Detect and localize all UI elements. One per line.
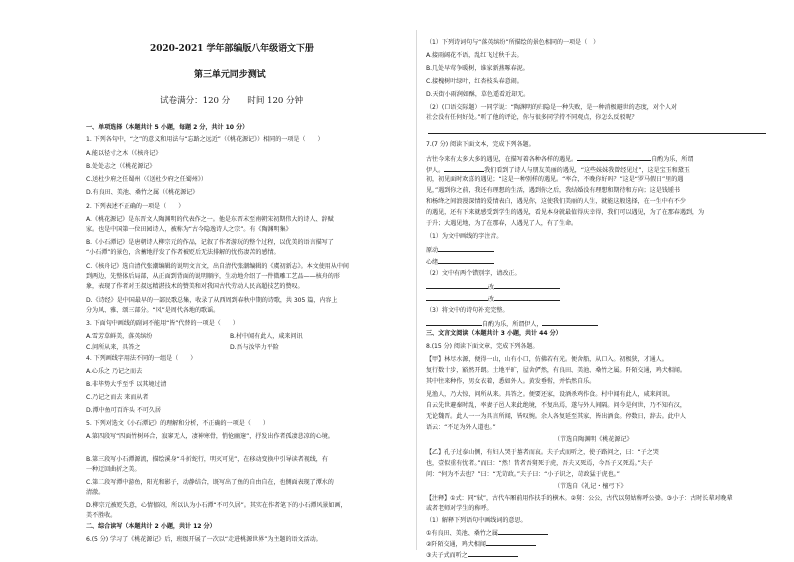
sub-question: （2）文中有两个错别字，请改正。 [426, 270, 521, 277]
question-stem: 2. 下列表述不正确的一项是（ ） [86, 203, 185, 210]
answer-item: 改 [426, 294, 560, 304]
option: B.非毕势大乎至乎 以其境过清 [86, 381, 167, 388]
passage-line: 语云：“不足为外人道也。” [426, 424, 496, 431]
question-stem: （1）下列诗词句与“落英缤纷”所描绘的景色相同的一项是（ ） [426, 39, 600, 46]
option-cont: 一种迂回曲折之美。 [86, 466, 141, 473]
option: D.吾与汝毕力平险 [230, 344, 279, 351]
option: B.村中闻有此人，咸来问讯 [230, 333, 303, 340]
sub-question: （1）为文中画线的字注音。 [426, 233, 503, 240]
option: C.问所从来，具答之 [86, 344, 141, 351]
option: D.潭中鱼可百许头 不可久居 [86, 407, 161, 414]
question-stem: 5. 下列对选文《小石潭记》的理解和分析，不正确的一项是（ ） [86, 420, 269, 427]
option-cont: 清澈。 [86, 489, 105, 496]
question-stem-cont: 社会没有任何好处。”听了他的评论，你与很多同学持不同观点，你怎么反驳呢？ [426, 114, 638, 121]
annotation-note-cont: 或者老师对学生的称呼。 [426, 505, 493, 512]
annotation-note: 【注释】①式：同“轼”，古代车厢前用作扶手的横木。②舅：公公，古代以舅姑称呼公婆。③小子：古时长辈对晚辈 [426, 495, 733, 502]
option: B.《小石潭记》是唐朝诗人柳宗元的作品，记叙了作者游玩的整个过程，以优美的语言描写了 [86, 239, 334, 246]
option-cont: 到两边，先整体后局部，从正面到背面的说明顺序，生动地介绍了一件微雕工艺品——核舟的形 [86, 273, 340, 280]
question-stem: 8.(15 分) 阅读下面文章，完成下列各题。 [426, 343, 539, 350]
passage-source: （节选自《礼记・檀弓下》 [554, 483, 627, 490]
passage-source: （节选自陶渊明《桃花源记》 [554, 436, 633, 443]
section-heading: 二、综合读写（本题共计 2 小题，共计 12 分） [86, 523, 216, 530]
left-column [86, 0, 410, 562]
passage-line: 见渔人，乃大惊，问所从来。具答之。便要还家，设酒杀鸡作食。村中闻有此人，咸来问讯。 [426, 391, 674, 398]
option-cont: “小石潭”的景色，含蓄地抒发了作者被贬后无法排解的忧伤凄苦的感情。 [86, 249, 280, 256]
option: D.有良田、美池、桑竹之属（《桃花源记》 [86, 189, 199, 196]
option: A.《桃花源记》是东晋文人陶渊明的代表作之一。他是东晋末至南朝宋初期伟大的诗人、辞赋 [86, 216, 334, 223]
question-stem: 4. 下列画线字用法不同的一组是（ ） [86, 355, 197, 362]
option: C.《核舟记》选自清代张潮编辑的说明文言文，出自清代张潮编辑的《虞初新志》。本文使用从中间 [86, 263, 349, 270]
passage-line: 伊人。 我们看到了诗人与朋友美丽的遇见，“这些妹妹我曾经见过”，这是宝玉和黛玉 [426, 167, 690, 174]
option: D.《诗经》是中国最早的一部民歌总集，收录了从西周到春秋中期的诗歌，共 305 篇，内容上 [86, 297, 338, 304]
option-cont: 象，表现了作者对王叔远精湛技术的赞美和对我国古代劳动人民高超技艺的赞叹。 [86, 283, 304, 290]
passage-line: 和杨绛之间浪漫深情的爱情表白，遇见你，这使我们美丽的人生，就能这般选择，在一生中有不少 [426, 198, 686, 205]
column-divider [416, 30, 417, 550]
option: A.第四段写“四面竹树环合，寂寥无人，凄神寒骨，悄怆幽邃”，抒发出作者孤凄悲凉的心境。 [86, 433, 334, 440]
option: C.乃记之而去 来而从者 [86, 394, 149, 401]
answer-item: 原动 [426, 245, 494, 255]
passage-line: 其中往来种作，男女衣着，悉如外人。黄发垂髫，并怡然自乐。 [426, 378, 596, 385]
passage-line: 【乙】孔子过泰山侧，有妇人哭于墓者而哀。夫子式而听之，使子路问之，曰：“子之哭 [426, 449, 659, 456]
option: A.心乐之 乃记之而去 [86, 368, 143, 375]
option: C.第二段写潭中游鱼，阳光和影子，动静结合，既写出了鱼的自由自在，也侧面表现了潭水的 [86, 479, 334, 486]
passage-line: 也，壹似重有忧者。”而曰：“然！昔者吾舅死于虎，吾夫又死焉，今吾子又死焉。”夫子 [426, 460, 653, 467]
section-heading: 三、文言文阅读（本题共计 3 小题，共计 44 分） [426, 330, 562, 337]
option: A.接雨阔花不语，乱红飞过秋千去。 [426, 52, 523, 59]
passage-line: 古往今来有太多大多的遇见，在描写着各种各样的遇见。 自酌为乐，所谓 [426, 156, 694, 163]
passage-line: 【甲】林尽水源，便得一山，山有小口，仿佛若有光。便舍船，从口入。初极狭，才通人。 [426, 356, 668, 363]
right-column [426, 0, 772, 562]
option: B.第三段写小石潭源流，描绘溪身“斗折蛇行，明灭可见”，在移动变换中引导读者视线，有 [86, 456, 328, 463]
question-stem: 3. 下面句中画线的副词不能用“皆”代替的一项是（ ） [86, 320, 239, 327]
sub-question: （1）解释下列语句中画线词的意思。 [426, 517, 527, 524]
passage-line: 初，初见面时欢喜的遇见；“这是一种别样的遇见。“率合，不晚你好吗？”这是“罗马假日”里的遇 [426, 176, 684, 183]
passage-line: 自云先世避秦时乱，率妻子邑人来此绝境，不复出焉，遂与外人间隔。问今是何世，乃不知有汉， [426, 402, 686, 409]
option: A.雪芳草鲜美，落英缤纷 [86, 333, 153, 340]
option: C.送杜少府之任蜀州（《送杜少府之任蜀州》） [86, 176, 207, 183]
option-cont: 家。也是中国第一位田园诗人，被称为“古今隐逸诗人之宗”。有《陶渊明集》 [86, 226, 292, 233]
question-stem: 6.(5 分) 学习了《桃花源记》后，班级开展了一次以“走进桃源世界”为主题的语文活动。 [86, 536, 322, 543]
option: D.天街小雨润如酥，草色遥看近却无。 [426, 91, 530, 98]
answer-item: ②阡陌交通，鸡犬相闻 [426, 539, 536, 549]
answer-line [428, 133, 766, 134]
passage-line: 于升；大遇见地，为了在那春，人遇见了人，有了生命。 [426, 220, 578, 227]
question-stem: 1. 下列各句中，“之”的意义和用法与“忘路之远近”（《桃花源记》）相同的一项是（ ） [86, 136, 324, 143]
option-cont: 分为风、雅、颂三部分。“风”是周代各地的歌谣。 [86, 307, 220, 314]
exam-title: 2020-2021 学年部编版八年级语文下册 [150, 44, 314, 54]
passage-line: 见，”遇到你之前，我还有理想的生活，遇到你之后，我结婚没有理想和期待和方向；这是钱锺书 [426, 187, 680, 194]
option-cont: 美不胜收。 [86, 512, 117, 519]
question-stem: （2）(口语交际题）一同学说：“陶渊明的归隐是一种失败，是一种消极避世的态度，对个人对 [426, 104, 678, 111]
question-stem: 7.(7 分) 阅读下面文本，完成下列各题。 [426, 141, 535, 148]
option: B.几处早莺争暖树，谁家新燕啄春泥。 [426, 65, 529, 72]
answer-item: 自酌为乐，所谓伊人， [426, 319, 598, 329]
passage-line: 复行数十步，豁然开朗。土地平旷，屋舍俨然，有良田、美池、桑竹之属。阡陌交通，鸡犬相闻。 [426, 367, 686, 374]
score-line: 试卷满分：120 分 时间 120 分钟 [160, 96, 304, 106]
option: B.处处志之（《桃花源记》 [86, 163, 156, 170]
answer-item: ③夫子式而听之 [426, 550, 518, 560]
answer-item: 改 [426, 282, 560, 292]
passage-line: 问：“何为不去也？”曰：“无苛政。”夫子曰：“小子识之，苛政猛于虎也。” [426, 471, 620, 478]
section-heading: 一、单项选择（本题共计 5 小题，每题 2 分，共计 10 分） [86, 124, 249, 131]
option: A.能以径寸之木（《核舟记》 [86, 150, 162, 157]
passage-line: 的遇见，还有下来就感受到学生的遇见，看见本身就最值得庆幸得，我们可以遇见，为了在那春遇到，为 [426, 209, 705, 216]
exam-subtitle: 第三单元同步测试 [194, 70, 266, 80]
answer-item: 心绪 [426, 257, 494, 267]
sub-question: （3）将文中的诗句补充完整。 [426, 307, 509, 314]
option: C.接槐树叶绿叶，红杏枝头春意闹。 [426, 78, 523, 85]
answer-item: ①有良田、美池、桑竹之属 [426, 528, 548, 538]
passage-line: 无论魏晋。此人一一为具言所闻，皆叹惋。余人各复延至其家，皆出酒食。停数日，辞去。此中人 [426, 413, 686, 420]
option: D.柳宗元被贬失意，心情郁闷，所以认为小石潭“不可久居”。其实在作者笔下的小石潭风景如画， [86, 502, 347, 509]
